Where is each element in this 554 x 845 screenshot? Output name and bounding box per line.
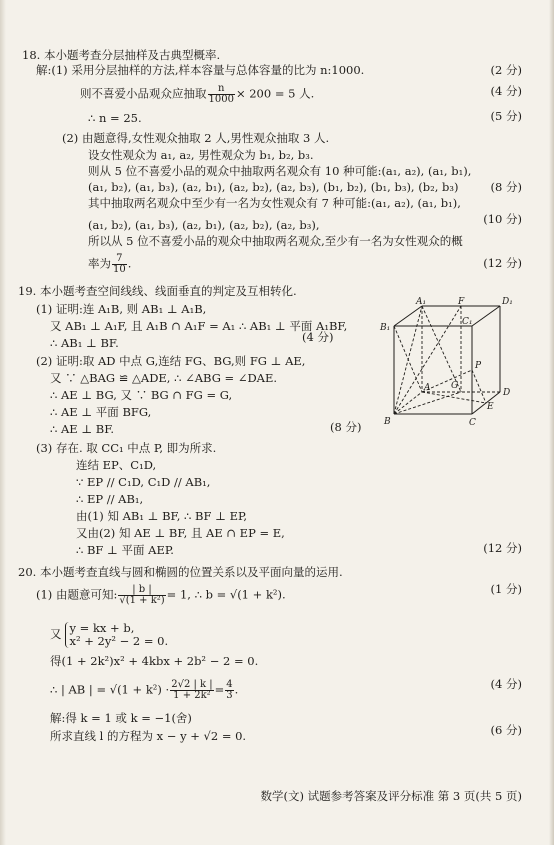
cube-hidden-line-b-a1	[394, 306, 422, 414]
q20-fraction-3-denominator: 3	[226, 690, 233, 701]
cube-hidden-line-a1-g	[422, 306, 461, 392]
cube-label-d: D	[503, 388, 511, 398]
q18-line-2-tail: × 200 = 5 人.	[235, 86, 315, 101]
cube-figure	[378, 296, 518, 428]
q18-fraction-numerator: n	[208, 84, 235, 95]
q20-fraction-4-numerator: 4	[226, 679, 233, 690]
q19-line-15: ∴ BF ⊥ 平面 AEP.	[76, 543, 174, 557]
q20-line-2-text: 又	[50, 627, 62, 641]
q18-line-7: (a₁, b₂), (a₁, b₃), (a₂, b₁), (a₂, b₂), (a₂, b₃), (b₁, b₂), (b₁, b₃), (b₂, b₃)	[88, 180, 459, 194]
q18-score-2: (4 分)	[490, 84, 522, 98]
q20-line-5: 解:得 k = 1 或 k = −1(舍)	[50, 711, 192, 725]
q18-line-3: ∴ n = 25.	[88, 111, 142, 125]
q20-line-1-tail: = 1, ∴ b = √(1 + k²).	[166, 587, 286, 602]
q18-score-8: (10 分)	[483, 212, 522, 226]
q19-line-8: ∴ AE ⊥ BF.	[50, 422, 115, 436]
q18-line-8: 其中抽取两名观众中至少有一名为女性观众有 7 种可能:(a₁, a₂), (a₁, b₁),	[88, 196, 461, 210]
cube-label-p: P	[475, 361, 482, 371]
q20-system-eq-2: x² + 2y² − 2 = 0.	[69, 634, 169, 648]
cube-hidden-edge-b-a	[394, 392, 422, 414]
q20-line-4	[50, 680, 238, 701]
q18-fraction-n-over-1000	[208, 84, 235, 105]
q19-line-2: 又 AB₁ ⊥ A₁F, 且 A₁B ∩ A₁F = A₁ ∴ AB₁ ⊥ 平面 A₁BF,	[50, 319, 348, 333]
q19-line-7: ∴ AE ⊥ 平面 BFG,	[50, 405, 152, 419]
q18-line-2	[80, 84, 314, 105]
q20-line-3: 得(1 + 2k²)x² + 4kbx + 2b² − 2 = 0.	[50, 654, 259, 668]
q20-fraction-1-denominator: √(1 + k²)	[119, 595, 165, 606]
q20-line-6: 所求直线 l 的方程为 x − y + √2 = 0.	[50, 729, 247, 743]
q19-score-3: (4 分)	[302, 330, 334, 344]
q18-line-2-text: 则不喜爱小品观众应抽取	[80, 86, 207, 101]
q20-line-4-tail: .	[234, 682, 239, 697]
q19-line-14: 又由(2) 知 AE ⊥ BF, 且 AE ∩ EP = E,	[76, 526, 285, 540]
cube-label-d1: D₁	[502, 297, 513, 307]
q20-fraction-4-over-3	[225, 680, 233, 701]
q19-line-4: (2) 证明:取 AD 中点 G,连结 FG、BG,则 FG ⊥ AE,	[36, 354, 306, 368]
q18-line-1: 解:(1) 采用分层抽样的方法,样本容量与总体容量的比为 n:1000.	[36, 63, 365, 77]
q20-score-4: (4 分)	[490, 677, 522, 691]
page-right-edge-shadow	[549, 0, 554, 845]
q20-title: 20. 本小题考查直线与圆和椭圆的位置关系以及平面向量的运用.	[18, 565, 343, 579]
q20-score-1: (1 分)	[490, 582, 522, 596]
q18-line-4: (2) 由题意得,女性观众抽取 2 人,男性观众抽取 3 人.	[62, 131, 330, 145]
q18-score-11: (12 分)	[483, 256, 522, 270]
q20-fraction-b-over-root	[118, 585, 165, 606]
cube-label-f: F	[458, 297, 465, 307]
q20-fraction-chord-numerator: 2√2 | k |	[171, 679, 213, 690]
q18-fraction-denominator: 1000	[208, 94, 234, 105]
q20-line-4-text: ∴ | AB | = √(1 + k²) ·	[50, 682, 170, 697]
q19-score-8: (8 分)	[330, 420, 362, 434]
cube-hidden-line-b-g	[394, 392, 461, 414]
q18-fraction-7-numerator: 7	[112, 254, 127, 265]
q20-score-6: (6 分)	[490, 723, 522, 737]
q20-line-4-equals: =	[214, 682, 225, 697]
q20-line-1	[36, 585, 286, 606]
q20-system-eq-1: y = kx + b,	[69, 621, 135, 635]
q18-score-1: (2 分)	[490, 63, 522, 77]
q18-line-5: 设女性观众为 a₁, a₂, 男性观众为 b₁, b₂, b₃.	[88, 148, 314, 162]
q18-score-3: (5 分)	[490, 109, 522, 123]
q20-equation-system	[65, 622, 169, 648]
q19-title: 19. 本小题考查空间线线、线面垂直的判定及互相转化.	[18, 284, 297, 298]
page-left-edge-shadow	[0, 0, 6, 845]
q20-fraction-chord-denominator: 1 + 2k²	[173, 690, 211, 701]
q18-line-10: 所以从 5 位不喜爱小品的观众中抽取两名观众,至少有一名为女性观众的概	[88, 234, 463, 248]
cube-hidden-line-p-e	[472, 370, 486, 403]
q19-line-1: (1) 证明:连 A₁B, 则 AB₁ ⊥ A₁B,	[36, 302, 207, 316]
q19-line-6: ∴ AE ⊥ BG, 又 ∵ BG ∩ FG = G,	[50, 388, 233, 402]
q20-fraction-chord	[170, 680, 213, 701]
cube-edge-c1-d1	[472, 306, 500, 326]
cube-hidden-line-b-f	[394, 306, 461, 414]
cube-label-g: G	[451, 381, 459, 391]
q19-line-12: ∴ EP // AB₁,	[76, 492, 144, 506]
cube-label-a: A	[424, 383, 431, 393]
cube-label-c: C	[469, 418, 476, 428]
q18-fraction-7-denominator: 10	[113, 264, 126, 275]
q18-score-7: (8 分)	[490, 180, 522, 194]
page-footer: 数学(文) 试题参考答案及评分标准 第 3 页(共 5 页)	[260, 789, 522, 803]
q18-line-6: 则从 5 位不喜爱小品的观众中抽取两名观众有 10 种可能:(a₁, a₂), (a₁, b₁),	[88, 164, 472, 178]
cube-label-c1: C₁	[462, 317, 473, 327]
cube-label-b: B	[384, 417, 391, 427]
q18-line-11	[88, 254, 131, 275]
q20-line-1-text: (1) 由题意可知:	[36, 587, 118, 602]
cube-hidden-line-a-e	[422, 392, 486, 403]
q19-line-9: (3) 存在. 取 CC₁ 中点 P, 即为所求.	[36, 441, 217, 455]
q20-fraction-1-numerator: | b |	[118, 585, 165, 596]
q18-line-9: (a₁, b₂), (a₁, b₃), (a₂, b₁), (a₂, b₂), (a₂, b₃),	[88, 218, 320, 232]
q19-line-13: 由(1) 知 AB₁ ⊥ BF, ∴ BF ⊥ EP,	[76, 509, 248, 523]
q19-line-5: 又 ∵ △BAG ≌ △ADE, ∴ ∠ABG = ∠DAE.	[50, 371, 278, 385]
q19-score-15: (12 分)	[483, 541, 522, 555]
cube-edge-b1-a1	[394, 306, 422, 326]
cube-label-a1: A₁	[416, 297, 427, 307]
q18-fraction-7-over-10	[112, 254, 127, 275]
q19-line-10: 连结 EP、C₁D,	[76, 458, 157, 472]
q18-title: 18. 本小题考查分层抽样及古典型概率.	[22, 48, 221, 62]
q18-line-11-text: 率为	[88, 256, 111, 271]
q18-line-11-tail: .	[127, 256, 132, 271]
q20-line-2	[50, 622, 168, 648]
cube-label-b1: B₁	[380, 323, 391, 333]
q19-line-11: ∵ EP // C₁D, C₁D // AB₁,	[76, 475, 211, 489]
q19-line-3: ∴ AB₁ ⊥ BF.	[50, 336, 119, 350]
cube-label-e: E	[487, 402, 494, 412]
